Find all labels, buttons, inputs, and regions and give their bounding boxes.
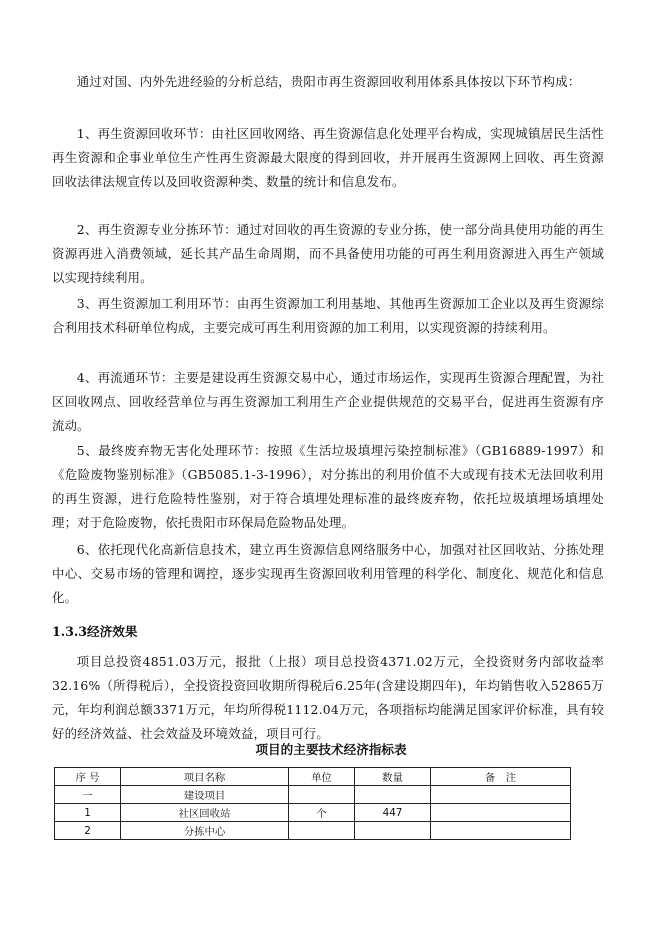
table-cell <box>289 822 355 840</box>
header-cell: 数量 <box>355 768 431 786</box>
intro-paragraph: 通过对国、内外先进经验的分析总结，贵阳市再生资源回收利用体系具体按以下环节构成： <box>76 74 581 89</box>
table-cell: 个 <box>289 804 355 822</box>
table-cell <box>355 786 431 804</box>
section-heading: 1.3.3经济效果 <box>52 624 138 639</box>
table-cell: 447 <box>355 804 431 822</box>
paragraph-disposal: 5、最终废弃物无害化处理环节：按照《生活垃圾填埋污染控制标准》（GB16889-1997）和《危险废物鉴别标准》（GB5085.1-3-1996），对分拣出的利用价值不大或现有技术无法回收利用的再生资源，进行危险特性鉴别，对于符合填埋处理标准的最终废弃物，依托垃圾填埋场填埋处理；对于危险废物，依托贵阳市环保局危险物品处理。 <box>52 443 604 530</box>
table-cell <box>289 786 355 804</box>
table-cell: 一 <box>55 786 121 804</box>
paragraph-sorting: 2、再生资源专业分拣环节：通过对回收的再生资源的专业分拣，使一部分尚具使用功能的再生资源再进入消费领域，延长其产品生命周期，而不具备使用功能的可再生利用资源进入再生产领域以实现持续利用。 <box>52 222 604 285</box>
table-caption: 项目的主要技术经济指标表 <box>255 742 407 757</box>
table-cell: 分拣中心 <box>121 822 289 840</box>
indicator-table <box>54 767 571 840</box>
paragraph-information: 6、依托现代化高新信息技术，建立再生资源信息网络服务中心，加强对社区回收站、分拣处理中心、交易市场的管理和调控，逐步实现再生资源回收利用管理的科学化、制度化、规范化和信息化。 <box>52 542 604 605</box>
table-row <box>55 786 571 804</box>
table-row <box>55 822 571 840</box>
paragraph-economics: 项目总投资4851.03万元，报批（上报）项目总投资4371.02万元，全投资财务内部收益率32.16%（所得税后），全投资投资回收期所得税后6.25年(含建设期四年)，年均销售收入52865万元，年均利润总额3371万元，年均所得税1112.04万元，各项指标均能满足国家评价标准，具有较好的经济效益、社会效益及环境效益，项目可行。 <box>52 654 604 741</box>
paragraph-recirculation: 4、再流通环节：主要是建设再生资源交易中心，通过市场运作，实现再生资源合理配置，为社区回收网点、回收经营单位与再生资源加工利用生产企业提供规范的交易平台，促进再生资源有序流动。 <box>52 370 604 433</box>
table-cell <box>431 804 571 822</box>
table-row <box>55 804 571 822</box>
table-cell <box>431 822 571 840</box>
header-cell: 序 号 <box>55 768 121 786</box>
table-header-row <box>55 768 571 786</box>
table-cell <box>431 786 571 804</box>
table-cell: 1 <box>55 804 121 822</box>
paragraph-processing: 3、再生资源加工利用环节：由再生资源加工利用基地、其他再生资源加工企业以及再生资源综合利用技术科研单位构成，主要完成可再生利用资源的加工利用，以实现资源的持续利用。 <box>52 296 604 335</box>
table-cell: 建设项目 <box>121 786 289 804</box>
header-cell: 备 注 <box>431 768 571 786</box>
table-cell: 2 <box>55 822 121 840</box>
header-cell: 单位 <box>289 768 355 786</box>
header-cell: 项目名称 <box>121 768 289 786</box>
table-cell <box>355 822 431 840</box>
table-cell: 社区回收站 <box>121 804 289 822</box>
paragraph-recycling: 1、再生资源回收环节：由社区回收网络、再生资源信息化处理平台构成，实现城镇居民生活性再生资源和企事业单位生产性再生资源最大限度的得到回收，并开展再生资源网上回收、再生资源回收法律法规宣传以及回收资源种类、数量的统计和信息发布。 <box>52 126 604 189</box>
